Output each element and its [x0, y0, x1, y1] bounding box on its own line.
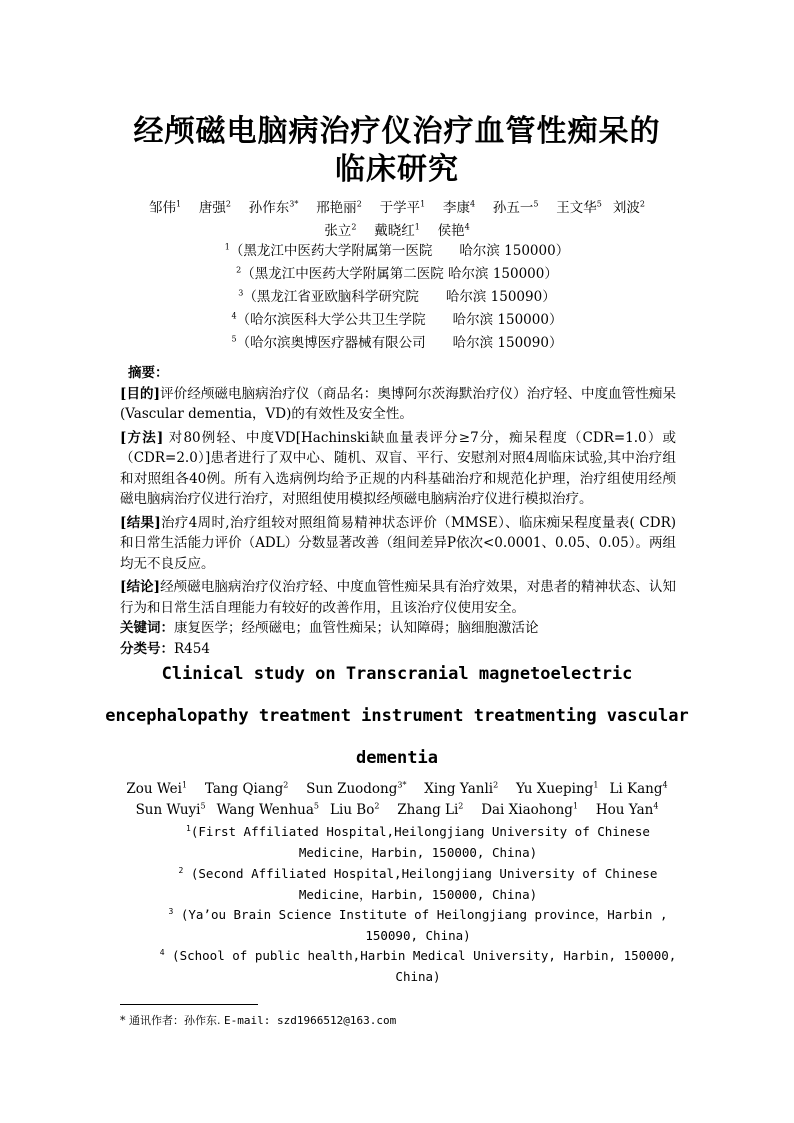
- authors-en-line1: [100, 781, 694, 797]
- footnote-symbol: *: [120, 1014, 126, 1027]
- abstract-methods: [方法] 对80例轻、中度VD[Hachinski缺血量表评分≥7分，痴呆程度（CDR=1.0）或（CDR=2.0）]患者进行了双中心、随机、双盲、平行、安慰剂对照4周临床试验,其中治疗组和对照组各40例。所有入选病例均给予正规的内科基础治疗和规范化护理，治疗组使用经颅磁电脑病治疗仪进行治疗，对照组使用模拟经颅磁电脑病治疗仪进行模拟治疗。: [120, 429, 676, 507]
- author-cn: 唐强$^2$: [198, 199, 231, 216]
- abstract-objective: [目的]评价经颅磁电脑病治疗仪（商品名：奥博阿尔茨海默治疗仪）治疗轻、中度血管性痴呆(Vascular dementia，VD)的有效性及安全性。: [120, 385, 676, 422]
- abstract-heading: 摘要：: [128, 365, 169, 381]
- author-cn: 邹伟$^1$: [149, 199, 182, 216]
- author-en: Yu Xueping$^1$: [516, 780, 599, 797]
- author-en: Zhang Li$^2$: [397, 801, 464, 818]
- author-cn: 孙作东$^{3*}$: [248, 199, 299, 216]
- title-en-line3: dementia: [356, 748, 438, 768]
- author-en: Sun Wuyi$^5$: [135, 801, 206, 818]
- author-en: Dai Xiaohong$^1$: [481, 801, 579, 818]
- footnote-email: E-mail: szd1966512@163.com: [224, 1014, 397, 1027]
- author-cn: 孙五一$^5$: [492, 199, 539, 216]
- keywords: 关键词：康复医学；经颅磁电；血管性痴呆；认知障碍；脑细胞激活论: [120, 620, 539, 636]
- author-cn: 侯艳$^4$: [437, 222, 470, 239]
- authors-cn-line2: [0, 219, 794, 239]
- authors-cn-line1: [0, 196, 794, 216]
- author-en: Sun Zuodong$^{3*}$: [306, 780, 407, 797]
- classification: 分类号：R454: [120, 640, 210, 657]
- author-cn: 于学平$^1$: [379, 199, 426, 216]
- author-cn: 王文华$^5$: [556, 199, 602, 216]
- author-cn: 刘波$^2$: [612, 199, 645, 216]
- footnote-rule: [120, 1004, 258, 1005]
- affiliation-en: $^1$(First Affiliated Hospital,Heilongjiang University of Chinese Medicine，Harbin, 150000, China): [186, 823, 650, 860]
- title-cn-line1: 经颅磁电脑病治疗仪治疗血管性痴呆的: [133, 114, 661, 149]
- affiliation-en: $^2$ (Second Affiliated Hospital,Heilongjiang University of Chinese Medicine，Harbin, 150000, China): [178, 865, 658, 902]
- author-cn: 戴晓红$^1$: [374, 222, 420, 239]
- author-en: Wang Wenhua$^5$: [216, 801, 319, 818]
- author-en: Zou Wei$^1$: [126, 780, 188, 797]
- footnote: * 通讯作者：孙作东. E-mail: szd1966512@163.com: [120, 1014, 397, 1027]
- author-en: Li Kang$^4$: [609, 780, 668, 797]
- affiliation-cn: $^4$（哈尔滨医科大学公共卫生学院 哈尔滨 150000）: [231, 311, 563, 328]
- authors-en-line2: [100, 802, 694, 818]
- author-en: Hou Yan$^4$: [595, 801, 659, 818]
- affiliation-cn: $^5$（哈尔滨奥博医疗器械有限公司 哈尔滨 150090）: [231, 334, 563, 351]
- affiliation-en: $^4$ (School of public health,Harbin Medical University, Harbin, 150000, China): [159, 947, 677, 984]
- author-cn: 张立$^2$: [324, 222, 357, 239]
- affiliation-en: $^3$ (Ya’ou Brain Science Institute of Heilongjiang province，Harbin , 150090, China): [168, 906, 668, 943]
- author-en: Tang Qiang$^2$: [204, 780, 289, 797]
- author-cn: 李康$^4$: [442, 199, 476, 216]
- abstract-conclusion: [结论]经颅磁电脑病治疗仪治疗轻、中度血管性痴呆具有治疗效果，对患者的精神状态、认知行为和日常生活自理能力有较好的改善作用，且该治疗仪使用安全。: [120, 579, 676, 616]
- affiliation-cn: $^2$（黑龙江中医药大学附属第二医院 哈尔滨 150000）: [236, 265, 558, 282]
- title-en-line2: encephalopathy treatment instrument treatmenting vascular: [105, 706, 689, 726]
- affiliation-cn: $^3$（黑龙江省亚欧脑科学研究院 哈尔滨 150090）: [238, 288, 556, 305]
- title-cn-line2: 临床研究: [335, 152, 459, 187]
- affiliation-cn: $^1$（黑龙江中医药大学附属第一医院 哈尔滨 150000）: [224, 242, 570, 259]
- author-cn: 邢艳丽$^2$: [316, 199, 362, 216]
- abstract: [120, 363, 676, 659]
- author-en: Liu Bo$^2$: [330, 801, 380, 818]
- title-en-line1: Clinical study on Transcranial magnetoelectric: [161, 664, 633, 684]
- abstract-results: [结果]治疗4周时,治疗组较对照组简易精神状态评价（MMSE）、临床痴呆程度量表( CDR)和日常生活能力评价（ADL）分数显著改善（组间差异P依次<0.0001、0.05、0.05）。两组均无不良反应。: [120, 514, 676, 572]
- author-en: Xing Yanli$^2$: [424, 780, 499, 797]
